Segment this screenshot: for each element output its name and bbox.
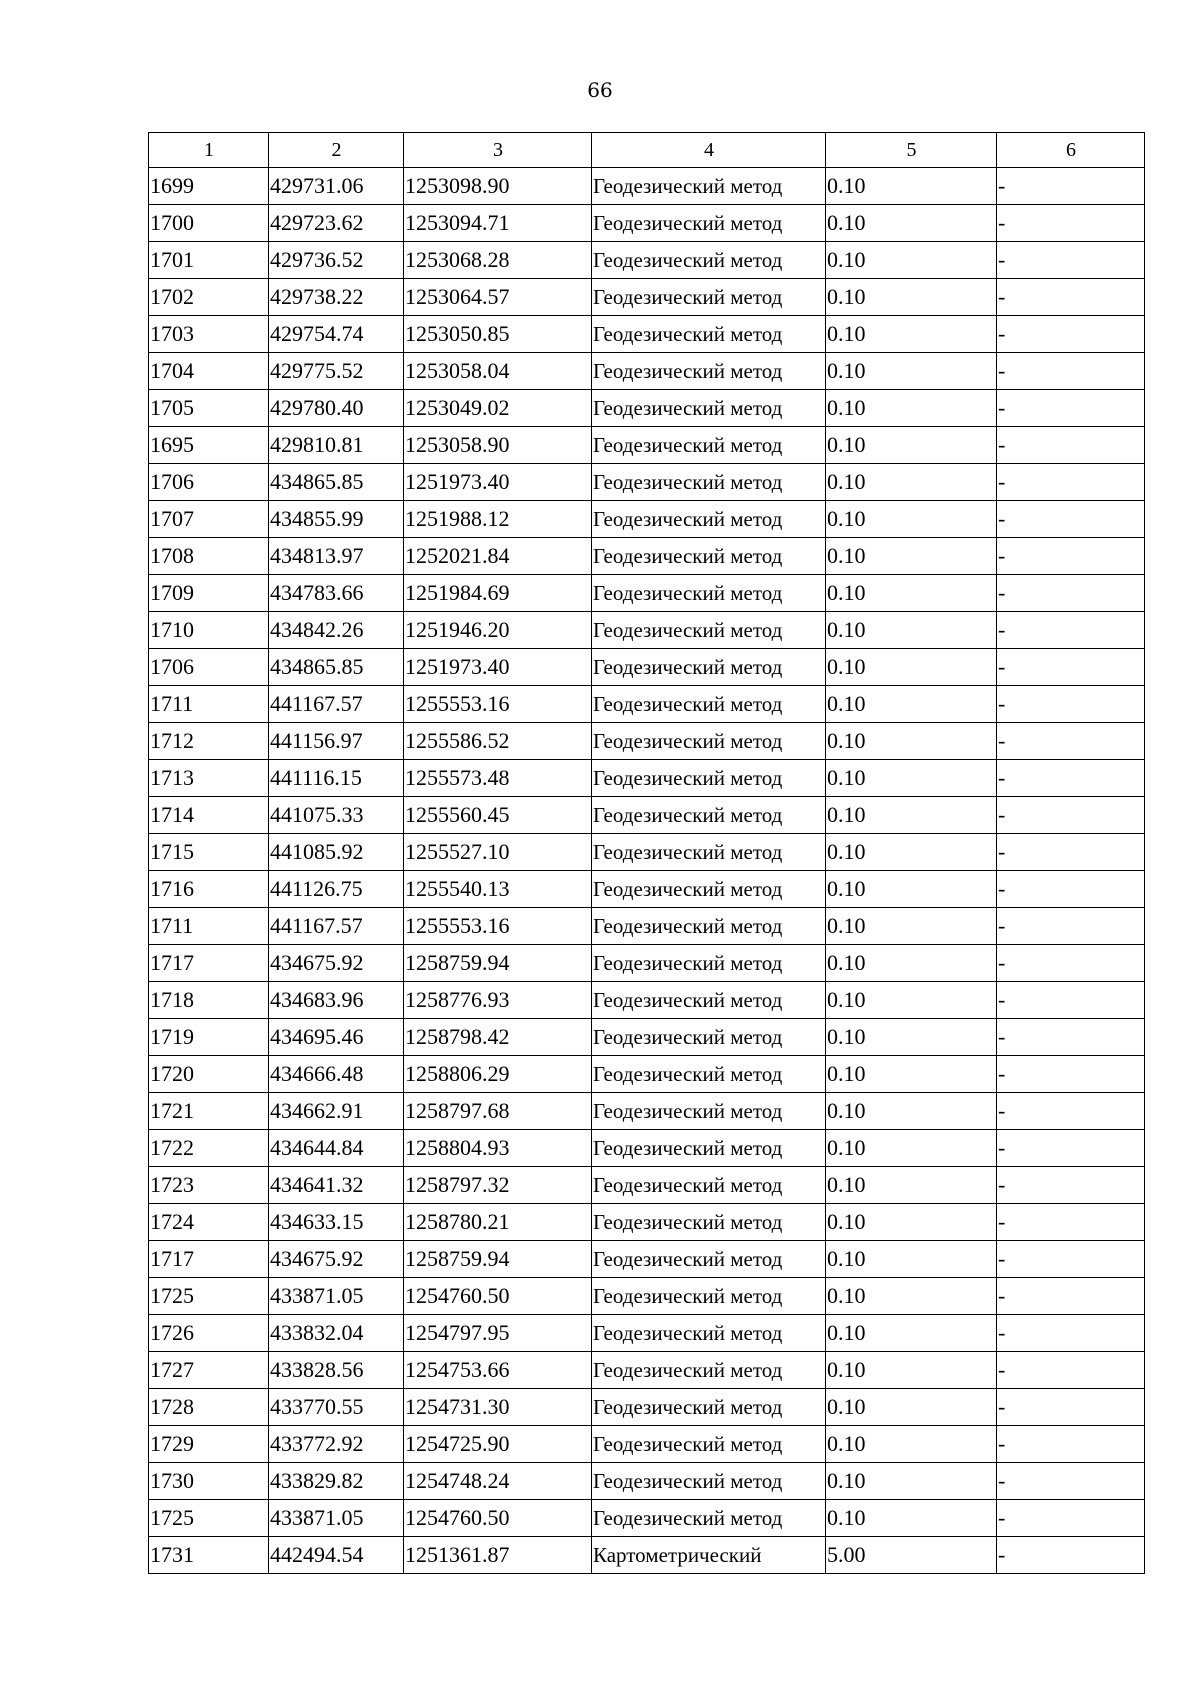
- cell-note: -: [997, 1130, 1145, 1167]
- cell-point-number: 1702: [149, 279, 269, 316]
- cell-accuracy: 0.10: [826, 353, 997, 390]
- cell-point-number: 1708: [149, 538, 269, 575]
- cell-coord-y: 1253064.57: [404, 279, 592, 316]
- cell-coord-y: 1258759.94: [404, 1241, 592, 1278]
- cell-coord-y: 1255560.45: [404, 797, 592, 834]
- cell-method: Геодезический метод: [592, 168, 826, 205]
- cell-method: Геодезический метод: [592, 1426, 826, 1463]
- cell-coord-y: 1253094.71: [404, 205, 592, 242]
- cell-coord-y: 1258759.94: [404, 945, 592, 982]
- cell-coord-x: 429738.22: [269, 279, 404, 316]
- cell-accuracy: 0.10: [826, 1019, 997, 1056]
- cell-coord-y: 1258780.21: [404, 1204, 592, 1241]
- cell-point-number: 1728: [149, 1389, 269, 1426]
- table-row: [149, 760, 1145, 797]
- header-row: [149, 133, 1145, 168]
- cell-method: Геодезический метод: [592, 834, 826, 871]
- cell-note: -: [997, 538, 1145, 575]
- cell-accuracy: 0.10: [826, 168, 997, 205]
- cell-point-number: 1723: [149, 1167, 269, 1204]
- table-row: [149, 723, 1145, 760]
- cell-point-number: 1731: [149, 1537, 269, 1574]
- cell-note: -: [997, 797, 1145, 834]
- cell-coord-y: 1258797.68: [404, 1093, 592, 1130]
- cell-method: Геодезический метод: [592, 797, 826, 834]
- cell-coord-x: 442494.54: [269, 1537, 404, 1574]
- cell-coord-y: 1253058.04: [404, 353, 592, 390]
- table-row: [149, 316, 1145, 353]
- cell-accuracy: 0.10: [826, 242, 997, 279]
- cell-accuracy: 0.10: [826, 1463, 997, 1500]
- cell-accuracy: 0.10: [826, 1352, 997, 1389]
- cell-note: -: [997, 834, 1145, 871]
- table-row: [149, 1315, 1145, 1352]
- cell-accuracy: 0.10: [826, 1315, 997, 1352]
- cell-coord-y: 1254760.50: [404, 1278, 592, 1315]
- cell-coord-y: 1258806.29: [404, 1056, 592, 1093]
- cell-point-number: 1724: [149, 1204, 269, 1241]
- cell-note: -: [997, 1500, 1145, 1537]
- cell-note: -: [997, 464, 1145, 501]
- cell-accuracy: 0.10: [826, 723, 997, 760]
- cell-accuracy: 0.10: [826, 612, 997, 649]
- cell-accuracy: 0.10: [826, 649, 997, 686]
- cell-accuracy: 0.10: [826, 1167, 997, 1204]
- cell-coord-y: 1254760.50: [404, 1500, 592, 1537]
- cell-method: Геодезический метод: [592, 390, 826, 427]
- cell-coord-x: 441126.75: [269, 871, 404, 908]
- cell-point-number: 1717: [149, 1241, 269, 1278]
- cell-accuracy: 0.10: [826, 316, 997, 353]
- table-row: [149, 834, 1145, 871]
- table-row: [149, 945, 1145, 982]
- cell-method: Геодезический метод: [592, 1019, 826, 1056]
- table-body: [149, 168, 1145, 1574]
- cell-note: -: [997, 1056, 1145, 1093]
- cell-coord-x: 441167.57: [269, 686, 404, 723]
- table-row: [149, 1278, 1145, 1315]
- table-row: [149, 427, 1145, 464]
- cell-method: Геодезический метод: [592, 1500, 826, 1537]
- cell-method: Геодезический метод: [592, 242, 826, 279]
- cell-coord-x: 429731.06: [269, 168, 404, 205]
- cell-note: -: [997, 945, 1145, 982]
- cell-accuracy: 0.10: [826, 982, 997, 1019]
- cell-point-number: 1726: [149, 1315, 269, 1352]
- table-row: [149, 538, 1145, 575]
- cell-accuracy: 0.10: [826, 464, 997, 501]
- cell-coord-x: 429780.40: [269, 390, 404, 427]
- cell-note: -: [997, 1537, 1145, 1574]
- cell-accuracy: 0.10: [826, 1056, 997, 1093]
- table-row: [149, 871, 1145, 908]
- cell-accuracy: 0.10: [826, 1278, 997, 1315]
- table-row: [149, 908, 1145, 945]
- cell-coord-y: 1258776.93: [404, 982, 592, 1019]
- cell-point-number: 1717: [149, 945, 269, 982]
- cell-point-number: 1706: [149, 649, 269, 686]
- cell-point-number: 1722: [149, 1130, 269, 1167]
- cell-note: -: [997, 427, 1145, 464]
- cell-note: -: [997, 723, 1145, 760]
- table-row: [149, 1093, 1145, 1130]
- cell-note: -: [997, 649, 1145, 686]
- cell-accuracy: 0.10: [826, 797, 997, 834]
- cell-coord-x: 434666.48: [269, 1056, 404, 1093]
- cell-point-number: 1705: [149, 390, 269, 427]
- cell-accuracy: 0.10: [826, 908, 997, 945]
- column-header-4: 4: [592, 133, 826, 168]
- cell-coord-y: 1255553.16: [404, 908, 592, 945]
- cell-point-number: 1715: [149, 834, 269, 871]
- cell-method: Геодезический метод: [592, 1056, 826, 1093]
- cell-point-number: 1710: [149, 612, 269, 649]
- cell-coord-x: 441167.57: [269, 908, 404, 945]
- cell-point-number: 1709: [149, 575, 269, 612]
- page-number: 66: [587, 78, 613, 102]
- table-row: [149, 612, 1145, 649]
- cell-note: -: [997, 1167, 1145, 1204]
- cell-coord-x: 434865.85: [269, 464, 404, 501]
- cell-coord-x: 434783.66: [269, 575, 404, 612]
- cell-coord-y: 1252021.84: [404, 538, 592, 575]
- cell-coord-x: 434675.92: [269, 1241, 404, 1278]
- cell-method: Геодезический метод: [592, 1167, 826, 1204]
- table-row: [149, 1130, 1145, 1167]
- table-row: [149, 242, 1145, 279]
- cell-method: Геодезический метод: [592, 612, 826, 649]
- cell-note: -: [997, 1204, 1145, 1241]
- cell-method: Геодезический метод: [592, 205, 826, 242]
- table-row: [149, 1167, 1145, 1204]
- cell-coord-y: 1254797.95: [404, 1315, 592, 1352]
- cell-coord-x: 441085.92: [269, 834, 404, 871]
- cell-coord-y: 1251988.12: [404, 501, 592, 538]
- cell-accuracy: 0.10: [826, 945, 997, 982]
- cell-coord-y: 1251973.40: [404, 649, 592, 686]
- cell-method: Геодезический метод: [592, 686, 826, 723]
- cell-coord-y: 1255553.16: [404, 686, 592, 723]
- cell-accuracy: 0.10: [826, 205, 997, 242]
- cell-note: -: [997, 575, 1145, 612]
- cell-coord-x: 429754.74: [269, 316, 404, 353]
- cell-method: Геодезический метод: [592, 723, 826, 760]
- cell-point-number: 1725: [149, 1278, 269, 1315]
- cell-accuracy: 0.10: [826, 686, 997, 723]
- table-row: [149, 982, 1145, 1019]
- cell-note: -: [997, 1241, 1145, 1278]
- cell-method: Геодезический метод: [592, 501, 826, 538]
- cell-note: -: [997, 279, 1145, 316]
- cell-point-number: 1704: [149, 353, 269, 390]
- cell-method: Геодезический метод: [592, 871, 826, 908]
- cell-method: Картометрический: [592, 1537, 826, 1574]
- cell-method: Геодезический метод: [592, 1352, 826, 1389]
- table-row: [149, 1500, 1145, 1537]
- cell-note: -: [997, 908, 1145, 945]
- cell-point-number: 1711: [149, 686, 269, 723]
- cell-point-number: 1718: [149, 982, 269, 1019]
- cell-method: Геодезический метод: [592, 427, 826, 464]
- cell-coord-y: 1258797.32: [404, 1167, 592, 1204]
- column-header-5: 5: [826, 133, 997, 168]
- table-row: [149, 1056, 1145, 1093]
- cell-note: -: [997, 168, 1145, 205]
- cell-point-number: 1699: [149, 168, 269, 205]
- cell-point-number: 1727: [149, 1352, 269, 1389]
- cell-point-number: 1713: [149, 760, 269, 797]
- column-header-1: 1: [149, 133, 269, 168]
- cell-point-number: 1730: [149, 1463, 269, 1500]
- cell-coord-x: 434644.84: [269, 1130, 404, 1167]
- cell-coord-y: 1251946.20: [404, 612, 592, 649]
- cell-coord-x: 433770.55: [269, 1389, 404, 1426]
- cell-point-number: 1695: [149, 427, 269, 464]
- cell-coord-y: 1251361.87: [404, 1537, 592, 1574]
- cell-note: -: [997, 1093, 1145, 1130]
- cell-accuracy: 0.10: [826, 871, 997, 908]
- cell-method: Геодезический метод: [592, 649, 826, 686]
- column-header-3: 3: [404, 133, 592, 168]
- table-row: [149, 1426, 1145, 1463]
- cell-method: Геодезический метод: [592, 908, 826, 945]
- cell-coord-x: 434675.92: [269, 945, 404, 982]
- cell-point-number: 1721: [149, 1093, 269, 1130]
- cell-point-number: 1716: [149, 871, 269, 908]
- cell-coord-x: 429723.62: [269, 205, 404, 242]
- cell-coord-y: 1253049.02: [404, 390, 592, 427]
- cell-accuracy: 0.10: [826, 538, 997, 575]
- table-row: [149, 1463, 1145, 1500]
- coordinates-table: [148, 132, 1145, 1574]
- cell-coord-x: 434813.97: [269, 538, 404, 575]
- cell-point-number: 1720: [149, 1056, 269, 1093]
- cell-point-number: 1700: [149, 205, 269, 242]
- cell-accuracy: 0.10: [826, 1241, 997, 1278]
- cell-accuracy: 0.10: [826, 575, 997, 612]
- cell-accuracy: 0.10: [826, 1389, 997, 1426]
- cell-accuracy: 0.10: [826, 834, 997, 871]
- table-row: [149, 1389, 1145, 1426]
- cell-accuracy: 0.10: [826, 1500, 997, 1537]
- cell-method: Геодезический метод: [592, 538, 826, 575]
- cell-method: Геодезический метод: [592, 1278, 826, 1315]
- cell-coord-y: 1255527.10: [404, 834, 592, 871]
- cell-note: -: [997, 353, 1145, 390]
- cell-note: -: [997, 686, 1145, 723]
- cell-coord-x: 434633.15: [269, 1204, 404, 1241]
- cell-note: -: [997, 1315, 1145, 1352]
- cell-note: -: [997, 242, 1145, 279]
- cell-coord-y: 1254753.66: [404, 1352, 592, 1389]
- cell-coord-x: 434855.99: [269, 501, 404, 538]
- cell-note: -: [997, 982, 1145, 1019]
- cell-coord-y: 1258804.93: [404, 1130, 592, 1167]
- cell-note: -: [997, 205, 1145, 242]
- table-row: [149, 649, 1145, 686]
- cell-coord-x: 434641.32: [269, 1167, 404, 1204]
- cell-coord-y: 1251973.40: [404, 464, 592, 501]
- cell-accuracy: 0.10: [826, 390, 997, 427]
- cell-note: -: [997, 1019, 1145, 1056]
- cell-coord-x: 433871.05: [269, 1278, 404, 1315]
- cell-method: Геодезический метод: [592, 575, 826, 612]
- table-header: [149, 133, 1145, 168]
- table-row: [149, 168, 1145, 205]
- cell-coord-y: 1254731.30: [404, 1389, 592, 1426]
- cell-coord-x: 441116.15: [269, 760, 404, 797]
- cell-accuracy: 0.10: [826, 427, 997, 464]
- cell-point-number: 1719: [149, 1019, 269, 1056]
- cell-coord-y: 1254748.24: [404, 1463, 592, 1500]
- cell-method: Геодезический метод: [592, 1241, 826, 1278]
- cell-coord-y: 1251984.69: [404, 575, 592, 612]
- cell-coord-y: 1253058.90: [404, 427, 592, 464]
- cell-coord-x: 434695.46: [269, 1019, 404, 1056]
- cell-point-number: 1706: [149, 464, 269, 501]
- cell-coord-y: 1258798.42: [404, 1019, 592, 1056]
- cell-method: Геодезический метод: [592, 982, 826, 1019]
- cell-coord-x: 429775.52: [269, 353, 404, 390]
- table-row: [149, 353, 1145, 390]
- cell-method: Геодезический метод: [592, 1315, 826, 1352]
- cell-method: Геодезический метод: [592, 353, 826, 390]
- table-row: [149, 1204, 1145, 1241]
- cell-method: Геодезический метод: [592, 760, 826, 797]
- cell-note: -: [997, 390, 1145, 427]
- table-row: [149, 1537, 1145, 1574]
- cell-coord-x: 433871.05: [269, 1500, 404, 1537]
- cell-accuracy: 0.10: [826, 1204, 997, 1241]
- table-row: [149, 797, 1145, 834]
- cell-method: Геодезический метод: [592, 1130, 826, 1167]
- cell-coord-y: 1253050.85: [404, 316, 592, 353]
- cell-coord-y: 1253068.28: [404, 242, 592, 279]
- cell-point-number: 1703: [149, 316, 269, 353]
- cell-point-number: 1714: [149, 797, 269, 834]
- cell-accuracy: 0.10: [826, 760, 997, 797]
- cell-point-number: 1725: [149, 1500, 269, 1537]
- cell-method: Геодезический метод: [592, 316, 826, 353]
- cell-coord-x: 434865.85: [269, 649, 404, 686]
- cell-coord-x: 434842.26: [269, 612, 404, 649]
- cell-method: Геодезический метод: [592, 1204, 826, 1241]
- cell-method: Геодезический метод: [592, 1093, 826, 1130]
- cell-point-number: 1729: [149, 1426, 269, 1463]
- cell-coord-x: 433772.92: [269, 1426, 404, 1463]
- cell-method: Геодезический метод: [592, 279, 826, 316]
- cell-point-number: 1712: [149, 723, 269, 760]
- cell-coord-y: 1255573.48: [404, 760, 592, 797]
- cell-note: -: [997, 1463, 1145, 1500]
- cell-accuracy: 0.10: [826, 1426, 997, 1463]
- table-row: [149, 575, 1145, 612]
- cell-method: Геодезический метод: [592, 945, 826, 982]
- cell-coord-x: 433832.04: [269, 1315, 404, 1352]
- table-row: [149, 1019, 1145, 1056]
- cell-coord-y: 1253098.90: [404, 168, 592, 205]
- table-row: [149, 390, 1145, 427]
- cell-note: -: [997, 760, 1145, 797]
- cell-method: Геодезический метод: [592, 1389, 826, 1426]
- cell-coord-x: 433829.82: [269, 1463, 404, 1500]
- table-row: [149, 464, 1145, 501]
- column-header-2: 2: [269, 133, 404, 168]
- table-row: [149, 501, 1145, 538]
- cell-coord-x: 429810.81: [269, 427, 404, 464]
- table-row: [149, 279, 1145, 316]
- cell-point-number: 1711: [149, 908, 269, 945]
- column-header-6: 6: [997, 133, 1145, 168]
- cell-accuracy: 0.10: [826, 279, 997, 316]
- cell-point-number: 1701: [149, 242, 269, 279]
- cell-note: -: [997, 316, 1145, 353]
- table-row: [149, 1241, 1145, 1278]
- cell-coord-x: 433828.56: [269, 1352, 404, 1389]
- cell-coord-y: 1254725.90: [404, 1426, 592, 1463]
- cell-coord-y: 1255540.13: [404, 871, 592, 908]
- cell-note: -: [997, 612, 1145, 649]
- cell-note: -: [997, 1389, 1145, 1426]
- cell-accuracy: 0.10: [826, 1093, 997, 1130]
- cell-method: Геодезический метод: [592, 1463, 826, 1500]
- cell-method: Геодезический метод: [592, 464, 826, 501]
- cell-note: -: [997, 1278, 1145, 1315]
- cell-note: -: [997, 501, 1145, 538]
- cell-accuracy: 0.10: [826, 501, 997, 538]
- table-row: [149, 205, 1145, 242]
- cell-point-number: 1707: [149, 501, 269, 538]
- cell-accuracy: 5.00: [826, 1537, 997, 1574]
- table-row: [149, 686, 1145, 723]
- cell-accuracy: 0.10: [826, 1130, 997, 1167]
- cell-note: -: [997, 1426, 1145, 1463]
- cell-coord-x: 441075.33: [269, 797, 404, 834]
- cell-coord-x: 434683.96: [269, 982, 404, 1019]
- cell-note: -: [997, 871, 1145, 908]
- cell-note: -: [997, 1352, 1145, 1389]
- cell-coord-x: 441156.97: [269, 723, 404, 760]
- cell-coord-x: 429736.52: [269, 242, 404, 279]
- table-row: [149, 1352, 1145, 1389]
- cell-coord-x: 434662.91: [269, 1093, 404, 1130]
- cell-coord-y: 1255586.52: [404, 723, 592, 760]
